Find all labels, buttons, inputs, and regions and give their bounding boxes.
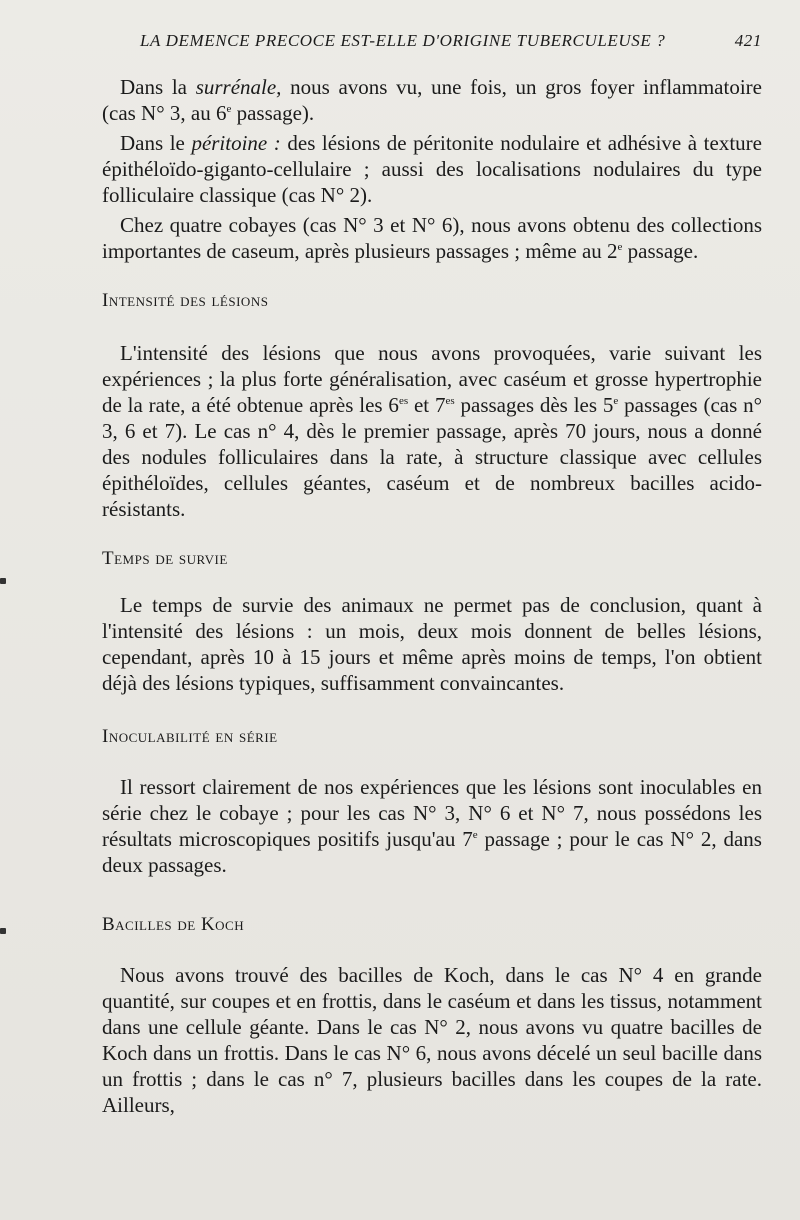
- running-title: LA DEMENCE PRECOCE EST-ELLE D'ORIGINE TUBERCULEUSE ?: [140, 31, 666, 50]
- margin-mark: [0, 928, 6, 934]
- paragraph: Dans la surrénale, nous avons vu, une fois, un gros foyer inflammatoire (cas N° 3, au 6e passage).: [102, 75, 762, 125]
- margin-mark: [0, 578, 6, 584]
- section-heading: Inoculabilité en série: [102, 726, 278, 747]
- page-number: 421: [734, 31, 762, 50]
- paragraph: Il ressort clairement de nos expériences que les lésions sont inoculables en série chez le cobaye ; pour les cas N° 3, N° 6 et N° 7, nous possédons les résultats microscopiques positifs jusqu'au 7e passage ; pour le cas N° 2, dans deux passages.: [102, 775, 762, 877]
- paragraph: Le temps de survie des animaux ne permet pas de conclusion, quant à l'intensité des lésions : un mois, deux mois donnent de belles lésions, cependant, après 10 à 15 jours et même après moins de temps, l'on obtient déjà des lésions typiques, suffisamment convaincantes.: [102, 593, 762, 695]
- body-text: [102, 74, 762, 1118]
- paragraph: Chez quatre cobayes (cas N° 3 et N° 6), nous avons obtenu des collections importantes de caseum, après plusieurs passages ; même au 2e passage.: [102, 213, 762, 263]
- paragraph: Dans le péritoine : des lésions de péritonite nodulaire et adhésive à texture épithéloïdo-giganto-cellulaire ; aussi des localisations nodulaires du type folliculaire classique (cas N° 2).: [102, 131, 762, 207]
- section-heading: Temps de survie: [102, 548, 228, 569]
- section-heading: Intensité des lésions: [102, 290, 269, 311]
- running-header: [140, 31, 762, 51]
- paragraph: L'intensité des lésions que nous avons provoquées, varie suivant les expériences ; la plus forte généralisation, avec caséum et grosse hypertrophie de la rate, a été obtenue après les $6^{es}$ et $7^{es}$ passages dès les 5e passages (cas n° 3, 6 et 7). Le cas n° 4, dès le premier passage, après 70 jours, nous a donné des nodules folliculaires dans la rate, à structure classique avec cellules épithéloïdes, cellules géantes, caséum et de nombreux bacilles acido-résistants.: [102, 341, 763, 521]
- section-heading: Bacilles de Koch: [102, 914, 245, 935]
- paragraph: Nous avons trouvé des bacilles de Koch, dans le cas N° 4 en grande quantité, sur coupes et en frottis, dans le caséum et dans les tissus, notamment dans une cellule géante. Dans le cas N° 2, nous avons vu quatre bacilles de Koch dans un frottis. Dans le cas N° 6, nous avons décelé un seul bacille dans un frottis ; dans le cas n° 7, plusieurs bacilles dans les coupes de la rate. Ailleurs,: [102, 963, 762, 1117]
